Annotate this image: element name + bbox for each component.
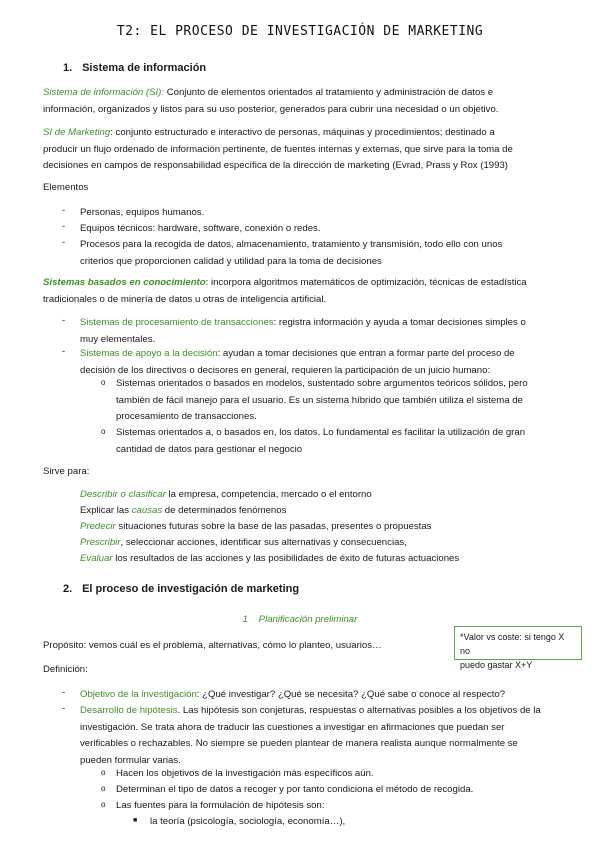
sirve-item xyxy=(80,535,407,552)
spt-text-2: muy elementales. xyxy=(80,333,156,345)
sad-sub1-line-2: también de fácil manejo para el usuario. Es un sistema híbrido que también utiliza el sistema de xyxy=(116,394,523,406)
section-1-number: 1. xyxy=(63,62,73,74)
sirve-verb: Evaluar xyxy=(80,553,113,564)
elemento-item xyxy=(80,237,550,270)
bullet-dash: - xyxy=(62,205,66,216)
note-box xyxy=(454,626,582,670)
si-term: Sistema de información (SI): xyxy=(43,87,165,98)
hipotesis-item xyxy=(80,703,550,769)
document-title: T2: EL PROCESO DE INVESTIGACIÓN DE MARKETING xyxy=(116,24,484,39)
hipotesis-source-item: la teoría (psicología, sociología, economía…), xyxy=(150,816,346,827)
spt-item xyxy=(80,315,550,348)
elementos-label: Elementos xyxy=(43,182,89,193)
sad-term: Sistemas de apoyo a la decisión xyxy=(80,348,218,359)
sim-definition xyxy=(43,125,561,175)
sirve-label: Sirve para: xyxy=(43,466,90,477)
subsection-title: Planificación preliminar xyxy=(258,614,358,625)
bullet-circle: o xyxy=(101,800,106,809)
si-text-1: Conjunto de elementos orientados al tratamiento y administración de datos e xyxy=(164,87,494,98)
section-1-heading xyxy=(63,62,206,74)
sirve-rest: los resultados de las acciones y las posibilidades de éxito de futuras actuaciones xyxy=(112,553,460,564)
spt-term: Sistemas de procesamiento de transacciones xyxy=(80,317,274,328)
sad-text-2: decisión de los directivos o decisores en general, requieren la participación de un juicio humano: xyxy=(80,364,491,376)
sim-text-1: : conjunto estructurado e interactivo de personas, máquinas y procedimientos; destinado a xyxy=(110,127,495,138)
si-text-2: información, organizados y listos para su uso posterior, generados para cubrir una necesidad o un objetivo. xyxy=(43,103,499,115)
elemento-item: Personas, equipos humanos. xyxy=(80,207,205,218)
spt-text-1: : registra información y ayuda a tomar decisiones simples o xyxy=(273,317,526,328)
sirve-item xyxy=(80,519,431,536)
sirve-rest: situaciones futuras sobre la base de las pasadas, presentes o propuestas xyxy=(115,521,432,532)
subsection-number: 1 xyxy=(242,614,248,625)
objetivo-item xyxy=(80,687,550,704)
sim-text-2: producir un flujo ordenado de información pertinente, de fuentes internas y externas, que sirve para la toma de xyxy=(43,143,513,155)
sirve-verb: Predecir xyxy=(80,521,116,532)
sirve-rest: de determinados fenómenos xyxy=(162,505,287,516)
sad-item xyxy=(80,346,550,379)
bullet-dash: - xyxy=(62,221,66,232)
note-line-1: *Valor vs coste: si tengo X no xyxy=(460,632,565,656)
hipotesis-term: Desarrollo de hipótesis xyxy=(80,705,178,716)
bullet-circle: o xyxy=(101,784,106,793)
elemento-item-line-2: criterios que proporcionen calidad y utilidad para la toma de decisiones xyxy=(80,255,382,267)
bullet-dash: - xyxy=(62,315,66,326)
hipotesis-subitem: Hacen los objetivos de la investigación más específicos aún. xyxy=(116,768,374,779)
bullet-dash: - xyxy=(62,346,66,357)
bullet-square: ■ xyxy=(133,817,138,824)
hipotesis-subitem: Las fuentes para la formulación de hipótesis son: xyxy=(116,800,325,811)
sad-subitem xyxy=(116,425,548,458)
sirve-verb: causas xyxy=(131,505,163,516)
sirve-item xyxy=(80,551,459,568)
sbc-definition xyxy=(43,275,561,308)
subsection-heading xyxy=(0,614,600,625)
sim-term: SI de Marketing xyxy=(43,127,111,138)
sad-sub1-line-1: Sistemas orientados o basados en modelos, sustentado sobre argumentos teóricos sólidos, pero xyxy=(116,378,528,389)
sad-sub2-line-1: Sistemas orientados a, o basados en, los datos. Lo fundamental es facilitar la utilización de gran xyxy=(116,427,526,438)
objetivo-text: : ¿Qué investigar? ¿Qué se necesita? ¿Qué sabe o conoce al respecto? xyxy=(196,689,506,700)
elemento-item: Equipos técnicos: hardware, software, conexión o redes. xyxy=(80,223,321,234)
objetivo-term: Objetivo de la investigación xyxy=(80,689,197,700)
bullet-circle: o xyxy=(101,378,106,387)
definicion-label: Definición: xyxy=(43,664,88,675)
proposito: Propósito: vemos cuál es el problema, alternativas, cómo lo planteo, usuarios… xyxy=(43,640,382,651)
sad-text-1: : ayudan a tomar decisiones que entran a formar parte del proceso de xyxy=(217,348,515,359)
sad-sub1-line-3: procesamiento de transacciones. xyxy=(116,411,257,422)
section-2-heading xyxy=(63,583,299,595)
sirve-rest: , seleccionar acciones, identificar sus alternativas y consecuencias, xyxy=(120,537,407,548)
bullet-dash: - xyxy=(62,703,66,714)
si-definition xyxy=(43,85,561,118)
elemento-item-line-1: Procesos para la recogida de datos, almacenamiento, tratamiento y transmisión, todo ello con unos xyxy=(80,239,503,250)
sim-text-3: decisiones en campos de responsabilidad específica de la dirección de marketing (Evrad, Prass y Rox (1993) xyxy=(43,160,509,171)
sbc-text-2: tradicionales o de minería de datos u otras de inteligencia artificial. xyxy=(43,293,327,305)
sirve-verb: Describir o clasificar xyxy=(80,489,166,500)
hipotesis-text-4: pueden formular varias. xyxy=(80,754,181,766)
section-1-title: Sistema de información xyxy=(82,62,207,74)
hipotesis-subitem: Determinan el tipo de datos a recoger y por tanto condiciona el método de recogida. xyxy=(116,784,474,795)
sad-sub2-line-2: cantidad de datos para gestionar el negocio xyxy=(116,443,303,455)
bullet-dash: - xyxy=(62,687,66,698)
section-2-number: 2. xyxy=(63,583,73,595)
sbc-term: Sistemas basados en conocimiento xyxy=(43,277,206,288)
bullet-circle: o xyxy=(101,427,106,436)
sirve-item xyxy=(80,503,286,520)
hipotesis-text-2: investigación. Se trata ahora de traducir las cuestiones a investigar en afirmaciones que puedan ser xyxy=(80,721,505,733)
sbc-text-1: : incorpora algoritmos matemáticos de optimización, técnicas de estadística xyxy=(205,277,527,288)
section-2-title: El proceso de investigación de marketing xyxy=(82,583,300,595)
bullet-circle: o xyxy=(101,768,106,777)
sirve-item xyxy=(80,487,372,504)
bullet-dash: - xyxy=(62,237,66,248)
hipotesis-text-1: . Las hipótesis son conjeturas, respuestas o alternativas posibles a los objetivos de la xyxy=(177,705,541,716)
sirve-verb: Prescribir xyxy=(80,537,121,548)
sirve-pre: Explicar las xyxy=(80,505,132,516)
note-line-2: puedo gastar X+Y xyxy=(460,660,533,670)
hipotesis-text-3: verificables o rechazables. No siempre se pueden plantear de manera realista aunque normalmente se xyxy=(80,738,518,749)
sad-subitem xyxy=(116,376,548,426)
sirve-rest: la empresa, competencia, mercado o el entorno xyxy=(165,489,372,500)
